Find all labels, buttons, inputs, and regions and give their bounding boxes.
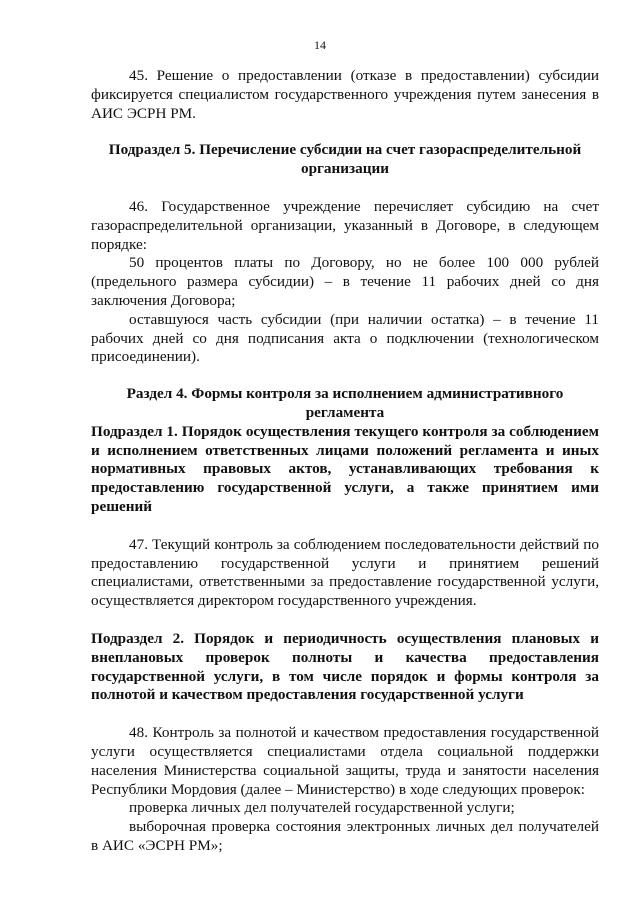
paragraph-46-item-1: 50 процентов платы по Договору, но не более 100 000 рублей (предельного размера субсидии) – в течение 11 рабочих дней со дня заключения Договора;	[91, 254, 599, 309]
paragraph-45: 45. Решение о предоставлении (отказе в предоставлении) субсидии фиксируется специалистом государственного учреждения путем занесения в АИС ЭСРН РМ.	[91, 67, 599, 122]
paragraph-46: 46. Государственное учреждение перечисляет субсидию на счет газораспределительной организации, указанный в Договоре, в следующем порядке:	[91, 197, 599, 253]
subsection-5-heading: Подраздел 5. Перечисление субсидии на счет газораспределительной организации	[108, 141, 582, 178]
paragraph-48-item-1: проверка личных дел получателей государственной услуги;	[129, 799, 515, 817]
paragraph-47: 47. Текущий контроль за соблюдением последовательности действий по предоставлению государственной услуги и принятием решений специалистами, ответственными за предоставление государственной услуги, осуществляется директором государственного учреждения.	[91, 535, 599, 610]
page-number: 14	[314, 38, 326, 52]
paragraph-48: 48. Контроль за полнотой и качеством предоставления государственной услуги осуществляется специалистами отдела социальной поддержки населения Министерства социальной защиты, труда и занятости населения Республики Мордовия (далее – Министерство) в ходе следующих проверок:	[91, 724, 599, 798]
document-body	[91, 67, 599, 856]
paragraph-48-item-2: выборочная проверка состояния электронных личных дел получателей в АИС «ЭСРН РМ»;	[91, 818, 599, 854]
section-4-heading: Раздел 4. Формы контроля за исполнением административного регламента	[126, 385, 564, 421]
section-4-subsection-1-heading: Подраздел 1. Порядок осуществления текущего контроля за соблюдением и исполнением ответственных лицами положений регламента и иных нормативных правовых актов, устанавливающих требования к предоставлению государственной услуги, а также принятием ими решений	[91, 422, 599, 515]
section-4-subsection-2-heading: Подраздел 2. Порядок и периодичность осуществления плановых и внеплановых проверок полноты и качества предоставления государственной услуги, в том числе порядок и формы контроля за полнотой и качеством предоставления государственной услуги	[91, 629, 599, 704]
paragraph-46-item-2: оставшуюся часть субсидии (при наличии остатка) – в течение 11 рабочих дней со дня подписания акта о подключении (технологическом присоединении).	[91, 310, 599, 366]
